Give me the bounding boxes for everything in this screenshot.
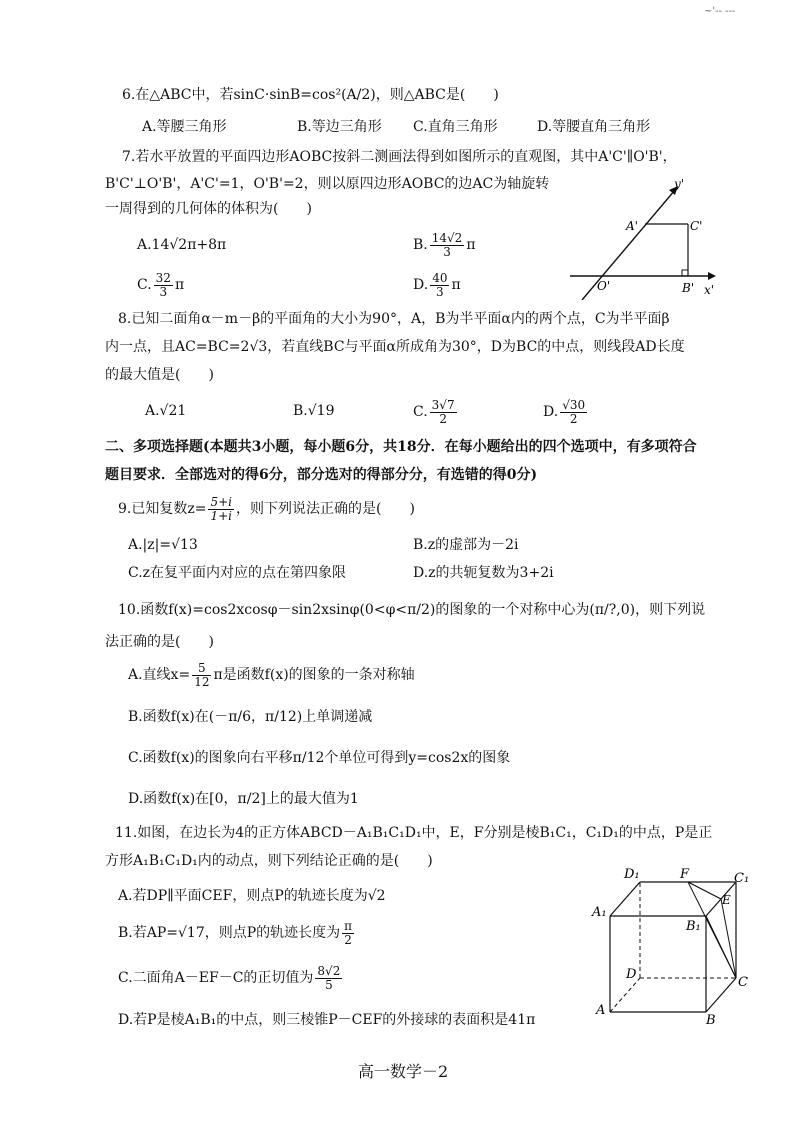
q8-stem-line1: 8.已知二面角α－m－β的平面角的大小为90°，A，B为半平面α内的两个点，C为半平面β [118, 311, 670, 327]
q8-option-b: B.√19 [293, 403, 335, 419]
page-footer: 高一数学－2 [358, 1062, 449, 1081]
label-a-prime: A' [626, 219, 638, 233]
q11-option-b [118, 915, 356, 951]
q7-option-d-frac [430, 272, 449, 299]
q8-option-d-prefix: D. [543, 404, 559, 420]
q10-option-d: D.函数f(x)在[0，π/2]上的最大值为1 [128, 791, 359, 807]
q11-option-c [118, 960, 344, 996]
label-f: F [680, 867, 690, 882]
segment-e-c [721, 899, 736, 978]
q8-option-d-frac [560, 399, 587, 426]
q7-option-d [413, 266, 461, 304]
hidden-edge-a-d [610, 978, 640, 1012]
q8-stem-line3: 的最大值是( ) [105, 367, 214, 383]
label-d: D [626, 967, 637, 982]
q7-option-c-prefix: C. [137, 277, 152, 293]
q7-option-b-den: 3 [443, 244, 451, 259]
q6-option-b: B.等边三角形 [297, 119, 382, 135]
q11-stem-line2: 方形A₁B₁C₁D₁内的动点，则下列结论正确的是( ) [105, 853, 433, 869]
q10-option-a-den: 12 [194, 674, 210, 689]
q8-option-c-prefix: C. [413, 404, 428, 420]
edge-a1-d1 [610, 882, 640, 916]
q6-stem: 6.在△ABC中，若sinC·sinB=cos²(A/2)，则△ABC是( ) [122, 87, 499, 103]
q9-stem-num: 5+i [210, 494, 232, 509]
q9-option-c: C.z在复平面内对应的点在第四象限 [128, 565, 347, 581]
q8-option-d [543, 393, 589, 431]
q6-option-a: A.等腰三角形 [142, 119, 227, 135]
x-axis-arrow [708, 272, 716, 280]
q11-option-b-prefix: B.若AP=√17，则点P的轨迹长度为 [118, 925, 341, 941]
q10-option-c: C.函数f(x)的图象向右平移π/12个单位可得到y=cos2x的图象 [128, 750, 511, 766]
q6-option-c: C.直角三角形 [413, 119, 498, 135]
q9-stem-den: 1+i [210, 508, 232, 523]
q11-option-b-den: 2 [344, 932, 352, 947]
label-o-prime: O' [597, 279, 611, 293]
segment-b1-c [706, 916, 736, 978]
label-a1: A₁ [592, 905, 607, 920]
q11-option-d: D.若P是棱A₁B₁的中点，则三棱锥P－CEF的外接球的表面积是41π [118, 1012, 536, 1028]
q9-stem [118, 491, 415, 527]
header-mark: ~'-- --- [704, 6, 736, 17]
q9-stem-suffix: ，则下列说法正确的是( ) [236, 501, 415, 517]
q11-option-c-frac [315, 965, 342, 992]
q10-option-a-num: 5 [192, 662, 211, 676]
q11-option-b-frac [342, 920, 354, 947]
q11-option-c-den: 5 [325, 977, 333, 992]
q7-option-b-frac [430, 232, 465, 259]
q10-option-b: B.函数f(x)在(－π/6，π/12)上单调递减 [128, 709, 373, 725]
q7-option-c-suffix: π [174, 277, 185, 293]
label-a: A [596, 1003, 606, 1018]
q9-option-a: A.|z|=√13 [128, 537, 198, 553]
q10-option-a [128, 657, 415, 693]
label-e: E [722, 893, 731, 907]
q7-stem-line1: 7.若水平放置的平面四边形AOBC按斜二测画法得到如图所示的直观图，其中A'C'∥O'B'， [122, 149, 677, 165]
right-angle-mark [682, 270, 688, 276]
q11-cube-figure [588, 862, 758, 1026]
q11-option-b-num: π [344, 918, 353, 933]
q10-stem-line1: 10.函数f(x)=cos2xcosφ－sin2xsinφ(0<φ<π/2)的图象的一个对称中心为(π/?,0)，则下列说 [118, 602, 706, 618]
label-d1: D₁ [624, 867, 640, 882]
q11-stem-line1: 11.如图，在边长为4的正方体ABCD－A₁B₁C₁D₁中，E，F分别是棱B₁C₁，C₁D₁的中点，P是正 [115, 825, 713, 841]
q7-oblique-figure [570, 176, 730, 300]
q11-option-c-num: 8√2 [317, 963, 341, 978]
q8-option-d-den: 2 [569, 411, 578, 426]
q10-option-a-frac [192, 662, 211, 689]
label-c: C [738, 975, 748, 990]
segment-f-e [688, 882, 721, 899]
label-c-prime: C' [690, 219, 703, 233]
q7-option-c [137, 266, 184, 304]
edge-b-c [706, 978, 736, 1012]
q7-option-d-prefix: D. [413, 277, 429, 293]
section2-line2: 题目要求．全部选对的得6分，部分选对的得部分分，有选错的得0分) [105, 467, 538, 483]
q7-option-d-num: 40 [432, 270, 448, 285]
q7-option-d-den: 3 [436, 284, 444, 299]
q11-option-a: A.若DP∥平面CEF，则点P的轨迹长度为√2 [118, 888, 386, 904]
q7-option-b-prefix: B. [413, 237, 428, 253]
q8-option-c-frac [430, 399, 457, 426]
q8-option-d-num: √30 [562, 397, 586, 412]
q9-stem-frac [208, 496, 234, 523]
q9-option-d: D.z的共轭复数为3+2i [413, 565, 554, 581]
q8-option-c-num: 3√7 [431, 397, 455, 412]
q10-stem-line2: 法正确的是( ) [105, 634, 214, 650]
q10-option-a-suffix: π是函数f(x)的图象的一条对称轴 [213, 667, 415, 683]
q9-option-b: B.z的虚部为－2i [413, 537, 519, 553]
q7-option-d-suffix: π [451, 277, 461, 293]
label-c1: C₁ [734, 871, 750, 886]
q7-option-b [413, 226, 476, 264]
q7-stem-line3: 一周得到的几何体的体积为( ) [105, 201, 312, 217]
q7-option-c-num: 32 [155, 270, 171, 285]
label-b-prime: B' [682, 281, 695, 295]
label-b1: B₁ [686, 919, 701, 934]
y-axis-line [582, 190, 675, 300]
q7-option-a: A.14√2π+8π [137, 237, 227, 253]
section2-line1: 二、多项选择题(本题共3小题，每小题6分，共18分．在每小题给出的四个选项中，有多项符合 [105, 439, 697, 455]
q7-stem-line2: B'C'⊥O'B'，A'C'=1，O'B'=2，则以原四边形AOBC的边AC为轴旋转 [105, 176, 550, 192]
q10-option-a-prefix: A.直线x= [128, 667, 191, 683]
q6-option-d: D.等腰直角三角形 [537, 119, 651, 135]
q7-option-c-den: 3 [159, 284, 168, 299]
q8-stem-line2: 内一点，且AC=BC=2√3，若直线BC与平面α所成角为30°，D为BC的中点，则线段AD长度 [105, 339, 685, 355]
q11-option-c-prefix: C.二面角A－EF－C的正切值为 [118, 970, 314, 986]
q8-option-c-den: 2 [439, 411, 447, 426]
q9-stem-prefix: 9.已知复数z= [118, 501, 207, 517]
q7-option-b-num: 14√2 [431, 230, 463, 245]
q7-option-c-frac [154, 272, 173, 299]
label-x-axis: x' [704, 283, 715, 297]
label-y-axis: y' [674, 177, 685, 191]
q8-option-c [413, 393, 459, 431]
q8-option-a: A.√21 [145, 403, 187, 419]
label-b: B [706, 1013, 716, 1026]
q7-option-b-suffix: π [466, 237, 476, 253]
